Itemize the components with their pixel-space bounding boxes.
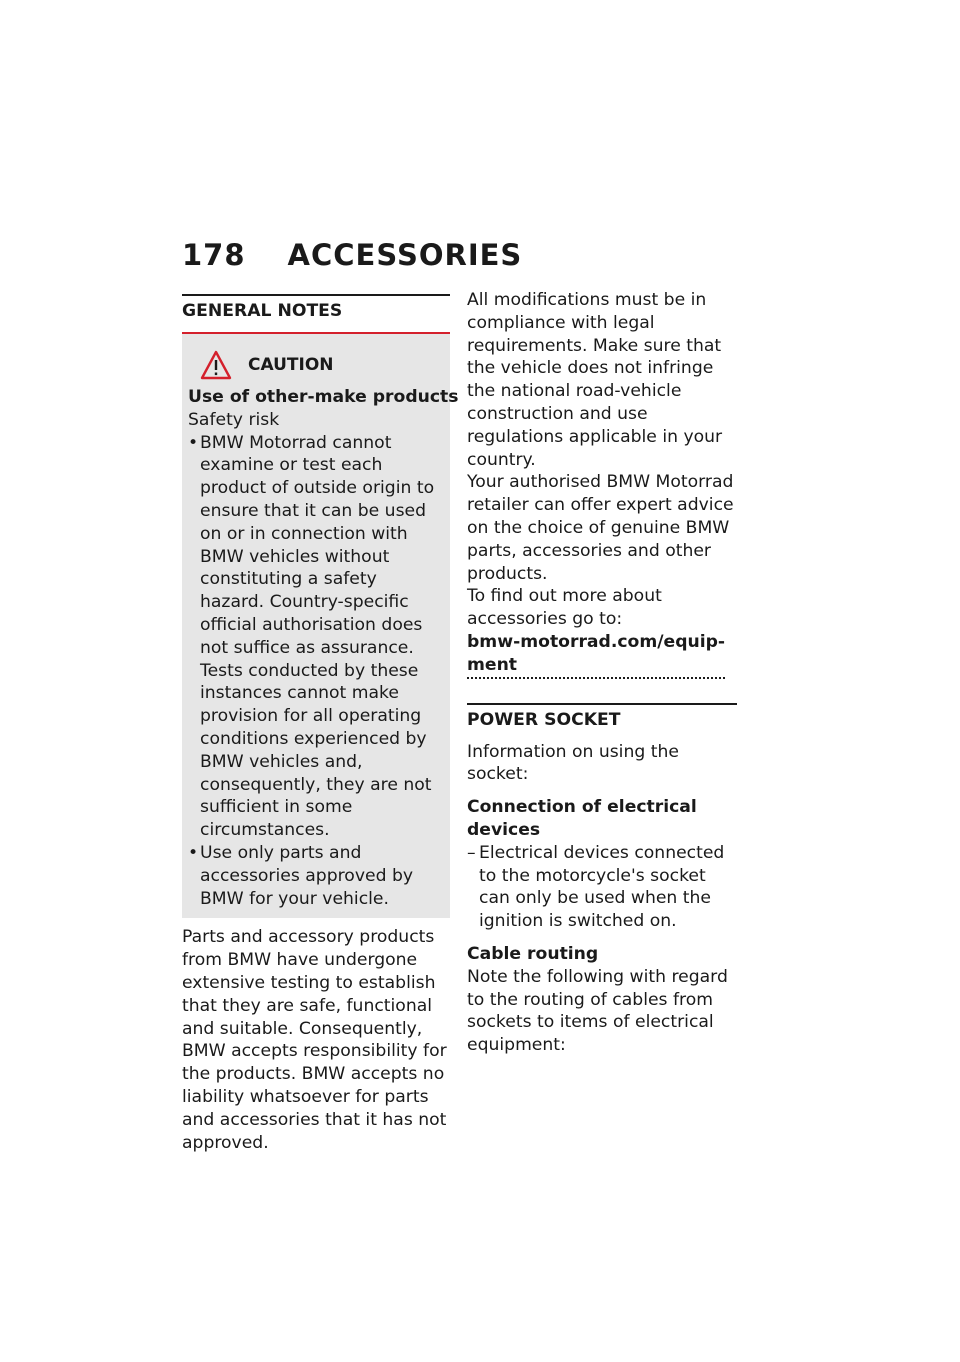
- left-column: [182, 294, 459, 1154]
- caution-heading: Use of other-make products: [188, 387, 459, 407]
- caution-bullet-list: [188, 432, 444, 911]
- caution-header: [200, 348, 444, 382]
- page-header: [182, 238, 522, 272]
- caution-risk: Safety risk: [188, 409, 280, 430]
- power-socket-intro: Information on using the socket:: [467, 741, 679, 785]
- caution-box: [182, 332, 459, 918]
- link-text-part2: ment: [467, 654, 518, 675]
- connection-heading: Connection of electrical devices: [467, 797, 697, 840]
- list-item: – Electrical devices connected to the motorcycle's socket can only be used when the ignition is switched on.: [467, 842, 737, 933]
- caution-label: CAUTION: [248, 354, 334, 375]
- list-item: • Use only parts and accessories approved by BMW for your vehicle.: [188, 842, 444, 910]
- chapter-title: ACCESSORIES: [287, 238, 523, 272]
- find-out-text: To find out more about accessories go to:: [467, 586, 662, 630]
- cable-routing-text: Note the following with regard to the routing of cables from sockets to items of electrical equipment:: [467, 966, 728, 1056]
- section-title-power-socket: POWER SOCKET: [467, 709, 621, 730]
- cable-routing-heading: Cable routing: [467, 943, 599, 964]
- connection-list: [467, 842, 737, 933]
- accessories-link[interactable]: [467, 631, 725, 679]
- compliance-paragraph: All modifications must be in compliance with legal requirements. Make sure that the vehicle does not infringe the national road-vehicle construction and use regulations applicable in your country.: [467, 290, 723, 470]
- right-column: [467, 289, 737, 1057]
- warning-triangle-icon: [200, 350, 232, 380]
- list-item: • BMW Motorrad cannot examine or test each product of outside origin to ensure that it can be used on or in connection with BMW vehicles without constituting a safety hazard. Country-specific official authorisation does not suffice as assurance. Tests conducted by these instances cannot make provision for all operating conditions experienced by BMW vehicles and, consequently, they are not sufficient in some circumstances.: [188, 432, 444, 842]
- general-notes-paragraph: Parts and accessory products from BMW have undergone extensive testing to establish that they are safe, functional and suitable. Consequently, BMW accepts responsibility for the products. BMW accepts no liability whatsoever for parts and accessories that it has not approved.: [182, 927, 447, 1153]
- section-title-general-notes: GENERAL NOTES: [182, 301, 343, 321]
- page-number: 178: [182, 238, 246, 272]
- retailer-paragraph: Your authorised BMW Motorrad retailer can offer expert advice on the choice of genuine BMW parts, accessories and other products.: [467, 472, 734, 584]
- link-text-part1: bmw-motorrad.com/equip-: [467, 631, 726, 652]
